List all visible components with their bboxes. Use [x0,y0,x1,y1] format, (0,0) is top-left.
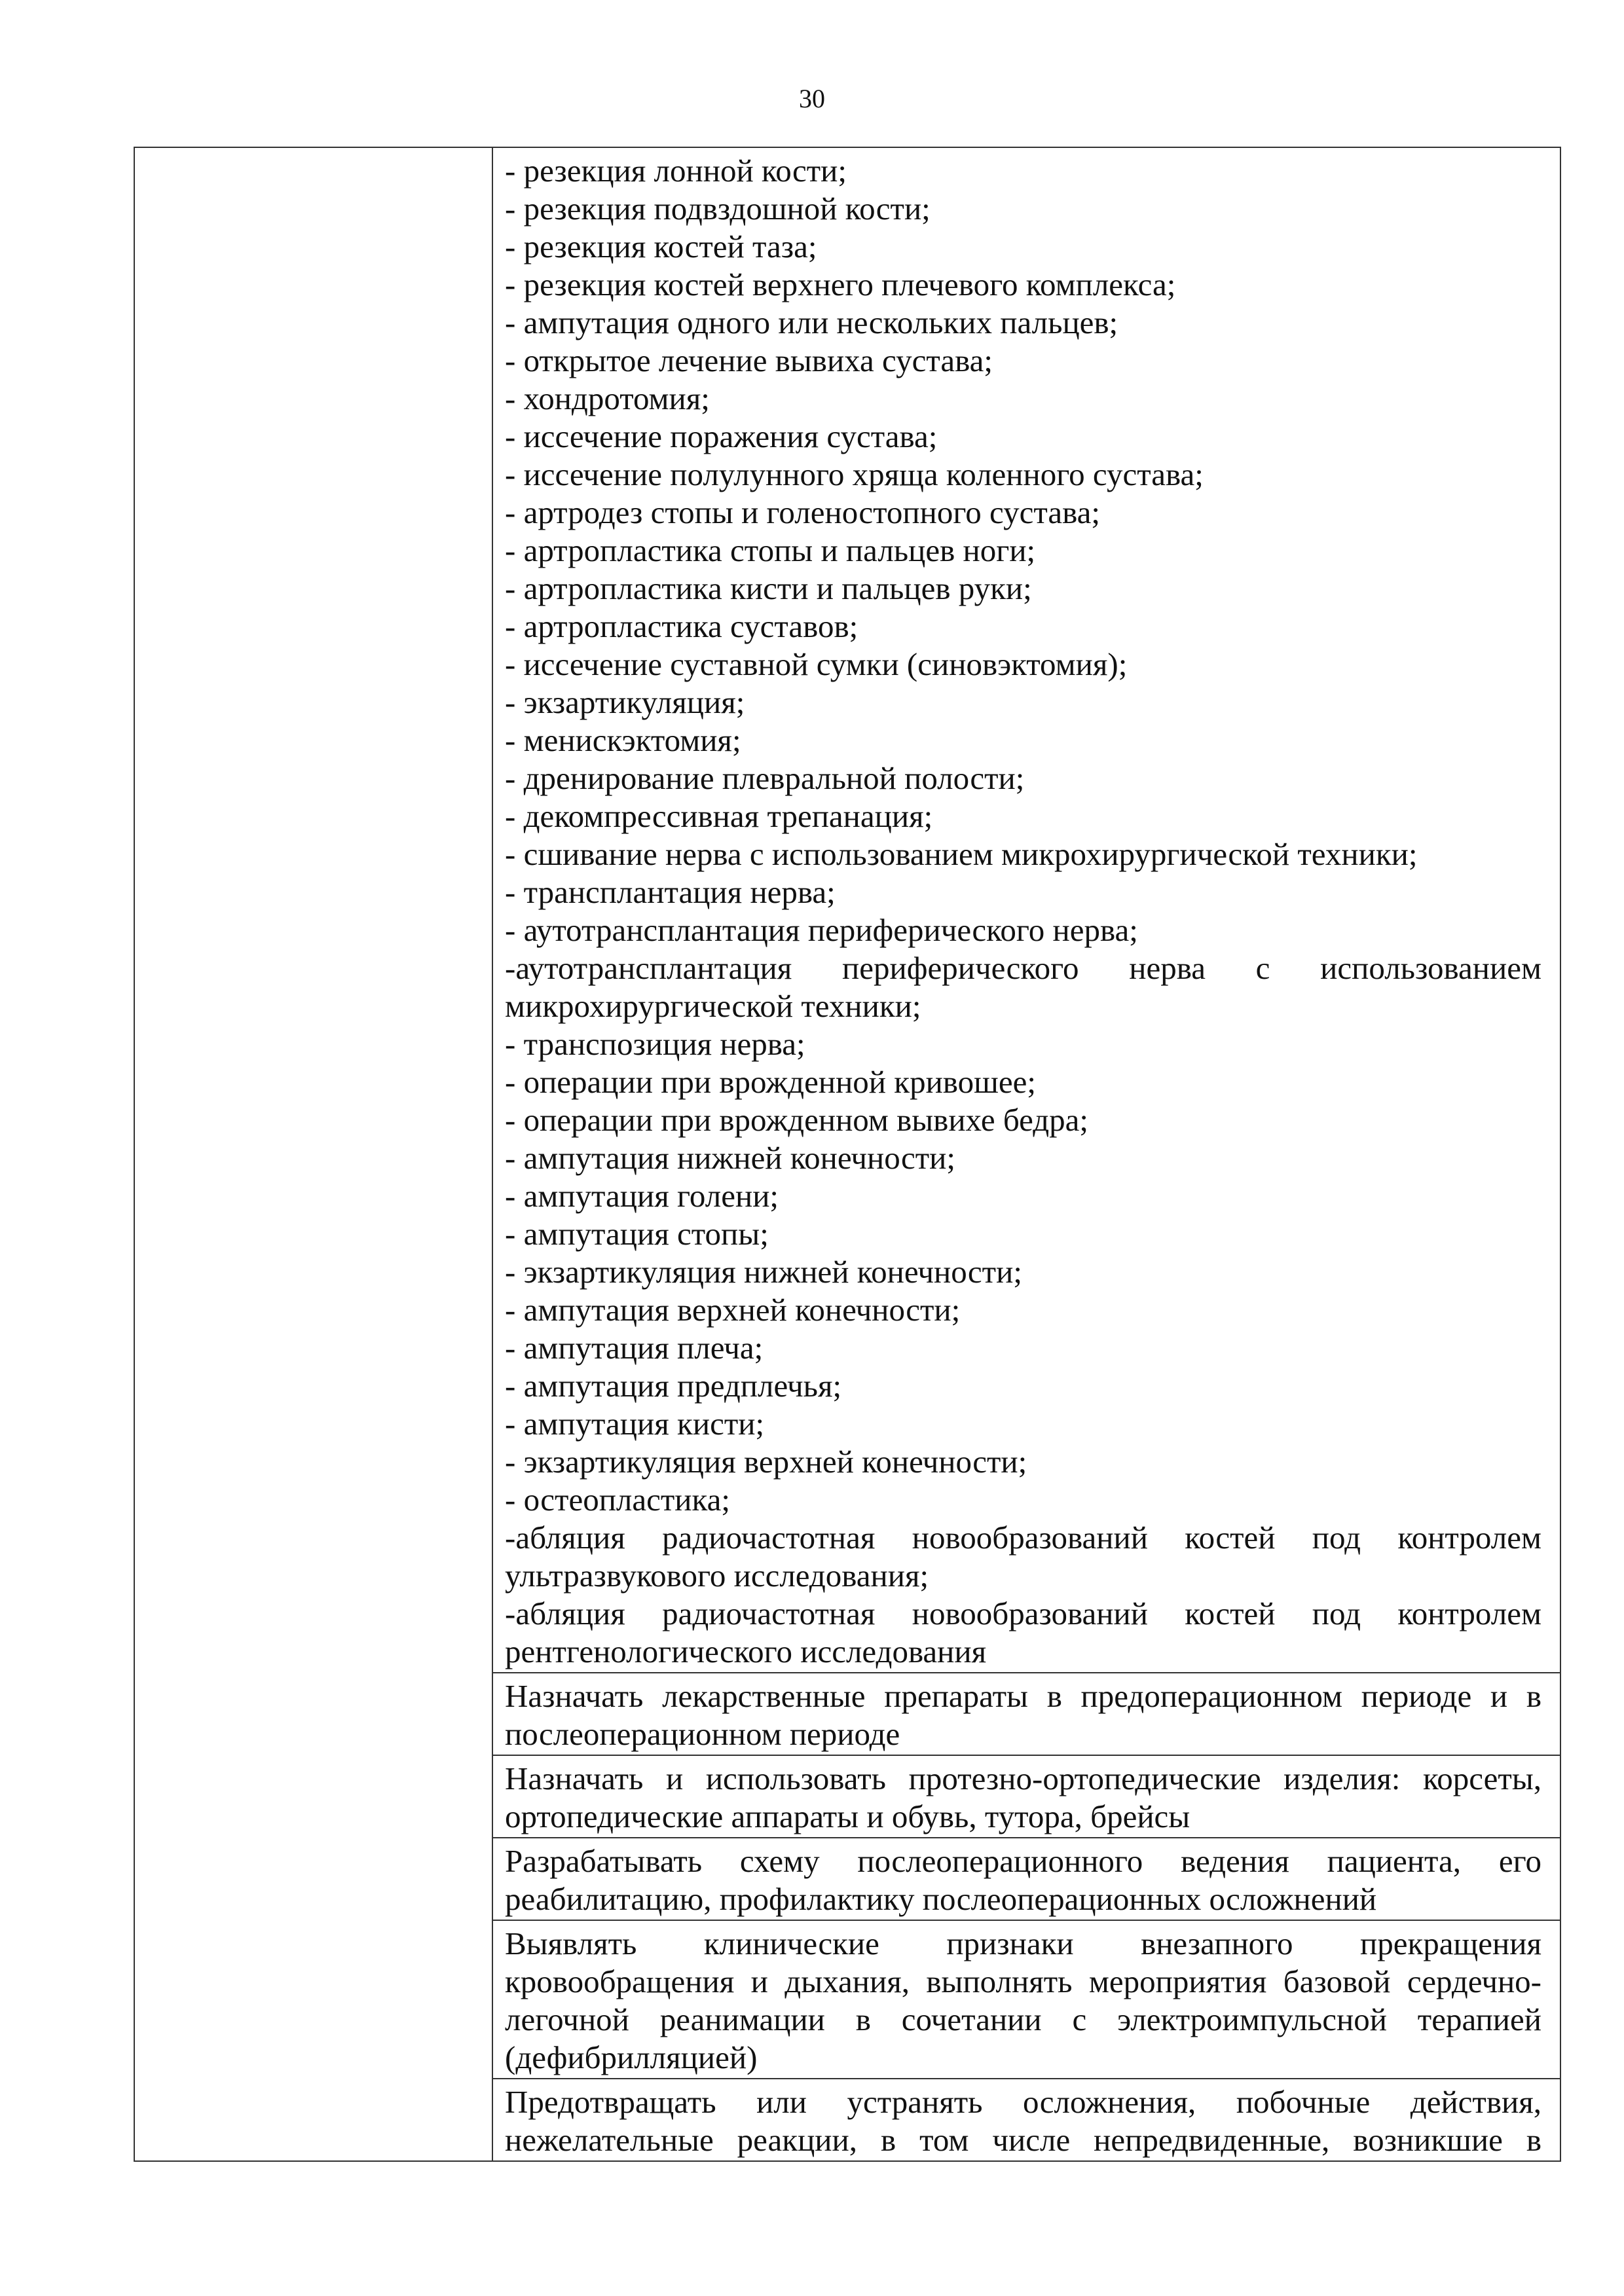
list-item: - резекция подвздошной кости; [505,191,931,227]
list-item: - ампутация кисти; [505,1406,765,1442]
list-item: -абляция радиочастотная новообразований костей под контролем [505,1520,1541,1556]
list-item-continuation: рентгенологического исследования [505,1633,987,1669]
list-item: - артродез стопы и голеностопного сустава; [505,494,1100,530]
list-item: - экзартикуляция; [505,684,745,720]
requirement-text: кровообращения и дыхания, выполнять мероприятия базовой сердечно- [505,1963,1541,1999]
list-item: - операции при врожденном вывихе бедра; [505,1102,1088,1138]
list-item: - хондротомия; [505,380,710,416]
right-column-cell [492,147,1560,2161]
requirement-text: Назначать лекарственные препараты в предоперационном периоде и в [505,1678,1541,1714]
requirement-text: реабилитацию, профилактику послеоперационных осложнений [505,1881,1377,1917]
requirement-text: легочной реанимации в сочетании с электроимпульсной терапией [505,2001,1541,2037]
list-item-continuation: микрохирургической техники; [505,988,921,1024]
list-item: - резекция костей таза; [505,228,817,264]
requirement-row-drugs [493,1672,1560,1755]
list-item: - ампутация стопы; [505,1216,769,1252]
list-item: - ампутация плеча; [505,1330,764,1366]
list-item: - иссечение поражения сустава; [505,418,938,454]
list-item: - открытое лечение вывиха сустава; [505,342,993,378]
list-item: - артропластика стопы и пальцев ноги; [505,532,1036,568]
list-item: - иссечение полулунного хряща коленного сустава; [505,456,1204,492]
list-item: - трансплантация нерва; [505,874,836,910]
list-item: - ампутация предплечья; [505,1368,842,1404]
list-item: - менискэктомия; [505,722,741,758]
requirement-row-resuscitation [493,1920,1560,2078]
requirement-text: (дефибрилляцией) [505,2039,758,2075]
requirement-text: Выявлять клинические признаки внезапного прекращения [505,1925,1541,1961]
list-item: - аутотрансплантация периферического нерва; [505,912,1138,948]
table-row [134,147,1560,2161]
list-item: -абляция радиочастотная новообразований костей под контролем [505,1595,1541,1631]
list-item: - транспозиция нерва; [505,1026,805,1062]
list-item: - ампутация верхней конечности; [505,1292,961,1328]
list-item: - декомпрессивная трепанация; [505,798,933,834]
requirement-text: ортопедические аппараты и обувь, тутора, брейсы [505,1798,1190,1834]
list-item: - артропластика суставов; [505,608,858,644]
requirement-row-complications [493,2078,1560,2160]
requirement-text: Разрабатывать схему послеоперационного ведения пациента, его [505,1843,1541,1879]
list-item-continuation: ультразвукового исследования; [505,1558,929,1594]
requirement-text: нежелательные реакции, в том числе непредвиденные, возникшие в [505,2122,1541,2158]
list-item: -аутотрансплантация периферического нерва с использованием [505,950,1541,986]
procedures-list [493,148,1560,1672]
procedures-cell [493,148,1560,2160]
list-item: - экзартикуляция верхней конечности; [505,1444,1027,1480]
requirement-text: Назначать и использовать протезно-ортопедические изделия: корсеты, [505,1760,1541,1796]
list-item: - резекция костей верхнего плечевого комплекса; [505,266,1176,302]
requirement-row-postoperative [493,1837,1560,1920]
list-item: - артропластика кисти и пальцев руки; [505,570,1032,606]
list-item: - иссечение суставной сумки (синовэктомия); [505,646,1128,682]
requirement-text: Предотвращать или устранять осложнения, побочные действия, [505,2084,1541,2120]
list-item: - экзартикуляция нижней конечности; [505,1254,1022,1290]
list-item: - остеопластика; [505,1482,730,1518]
list-item: - ампутация одного или нескольких пальцев; [505,304,1118,340]
requirement-text: послеоперационном периоде [505,1716,900,1752]
left-column-cell [134,147,492,2161]
list-item: - резекция лонной кости; [505,153,847,189]
requirement-row-orthopedic [493,1755,1560,1837]
list-item: - дренирование плевральной полости; [505,760,1025,796]
page-number: 30 [799,84,825,113]
list-item: - сшивание нерва с использованием микрохирургической техники; [505,836,1418,872]
list-item: - операции при врожденной кривошее; [505,1064,1036,1100]
list-item: - ампутация голени; [505,1178,779,1214]
list-item: - ампутация нижней конечности; [505,1140,955,1176]
requirements-table [134,147,1561,2162]
